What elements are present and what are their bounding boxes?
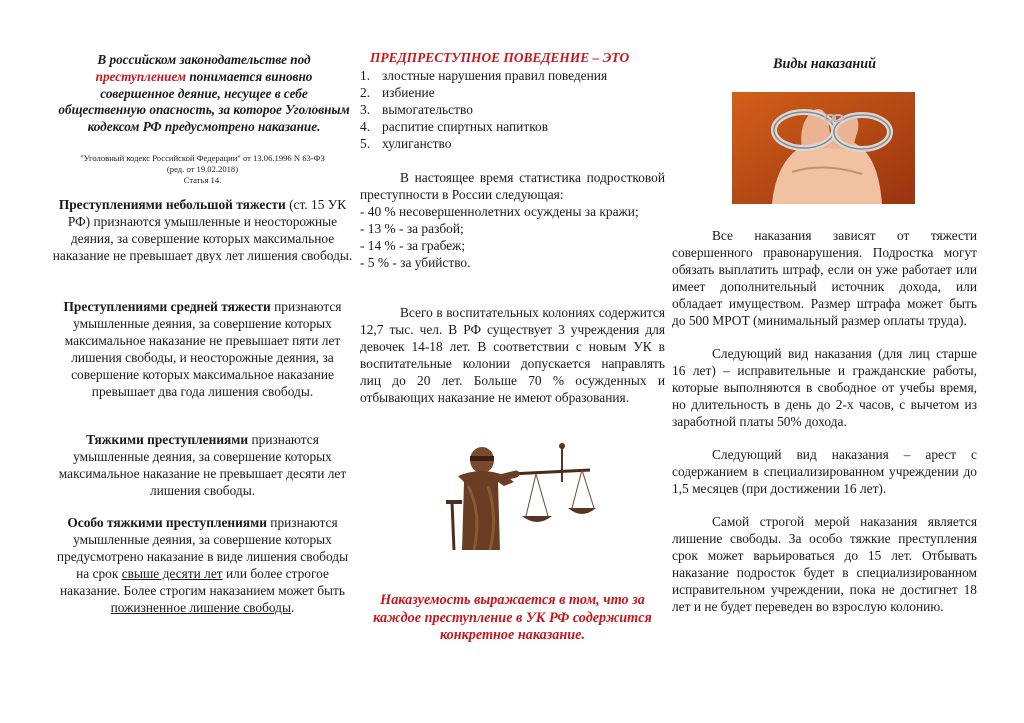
list-number: 5.	[360, 135, 371, 151]
list-item	[360, 68, 607, 85]
minor-crimes-term: Преступлениями небольшой тяжести	[58, 197, 286, 212]
column-definitions	[50, 0, 355, 723]
punishment-arrest-paragraph: Следующий вид наказания – арест с содержанием в специализированном учреждении до 1,5 месяцев (при достижении 16 лет).	[672, 447, 977, 496]
handcuffs-icon	[732, 92, 915, 204]
extreme-crimes-text-continued: или более строгое наказание. Более строгим наказанием может быть	[59, 565, 346, 598]
list-text: избиение	[382, 84, 435, 100]
list-number: 1.	[360, 68, 371, 83]
list-text: распитие спиртных напитков	[382, 118, 549, 134]
statistics-item: - 14 % - за грабеж;	[360, 237, 466, 253]
statistics-item: - 40 % несовершеннолетних осуждены за кражи;	[360, 203, 639, 219]
prebehavior-title: ПРЕДПРЕСТУПНОЕ ПОВЕДЕНИЕ – ЭТО	[370, 50, 630, 65]
list-item	[360, 119, 607, 136]
medium-crimes-paragraph	[50, 299, 355, 400]
punishment-labor-paragraph: Следующий вид наказания (для лиц старше 16 лет) – исправительные и гражданские работы, которые выполняются в свободное от учебы время, но длительность в день до 2-х часов, с вычетом из заработной платы 50% дохода.	[672, 346, 977, 429]
extreme-crimes-text: признаются умышленные деяния, за совершение которых предусмотрено наказание в виде лишения свободы на срок	[56, 515, 349, 581]
list-number: 3.	[360, 101, 371, 117]
prebehavior-list	[360, 68, 607, 153]
medium-crimes-text: признаются умышленные деяния, за совершение которых максимальное наказание не превышает пяти лет лишения свободы, и неосторожные деяния, за совершение которых максимальное наказание превышает два года лишения свободы.	[64, 299, 342, 399]
extreme-crimes-term: Особо тяжкими преступлениями	[67, 515, 267, 530]
punishability-summary: Наказуемость выражается в том, что за каждое преступление в УК РФ содержится конкретное наказание.	[373, 592, 652, 644]
source-line: "Уголовный кодекс Российской Федерации" от 13.06.1996 N 63-ФЗ	[80, 153, 325, 163]
list-text: хулиганство	[382, 135, 452, 151]
statistics-block	[360, 170, 665, 271]
legal-source	[50, 153, 355, 186]
punishment-fine-paragraph: Все наказания зависят от тяжести совершенного правонарушения. Подростка могут обязать выплатить штраф, если он уже работает или имеет дополнительный источник дохода, или обладает имуществом. Размер штрафа может быть до 500 МРОТ (минимальный размер оплаты труда).	[672, 228, 977, 328]
column-prebehavior	[360, 0, 665, 723]
statistics-item: - 5 % - за убийство.	[360, 254, 471, 270]
list-number: 2.	[360, 84, 371, 100]
statistics-item: - 13 % - за разбой;	[360, 220, 464, 236]
life-imprisonment: пожизненное лишение свободы	[110, 599, 291, 615]
list-text: вымогательство	[382, 101, 473, 117]
grave-crimes-text: признаются умышленные деяния, за совершение которых максимальное наказание не превышает десяти лет лишения свободы.	[58, 432, 347, 498]
source-edition: (ред. от 19.02.2018)	[166, 164, 239, 174]
punishments-title: Виды наказаний	[773, 56, 876, 72]
medium-crimes-term: Преступлениями средней тяжести	[63, 299, 271, 314]
grave-crimes-term: Тяжкими преступлениями	[86, 432, 249, 447]
punishment-imprisonment-paragraph: Самой строгой мерой наказания является лишение свободы. За особо тяжкие преступления срок может варьироваться до 15 лет. Отбывать наказание подросток будет в специализированном исправительном учреждении, пока не достигнет 18 лет и не будет переведен во взрослую колонию.	[672, 514, 977, 614]
list-item	[360, 102, 607, 119]
crime-definition	[58, 52, 350, 136]
sentence-end: .	[291, 599, 295, 615]
column-punishments	[672, 0, 977, 723]
statistics-intro: В настоящее время статистика подростковой преступности в России следующая:	[360, 170, 665, 202]
extreme-crimes-paragraph	[50, 515, 355, 616]
definition-highlight: преступлением	[95, 68, 187, 84]
minor-crimes-text: (ст. 15 УК РФ) признаются умышленные и неосторожные деяния, за совершение которых максимальное наказание не превышает двух лет лишения свободы.	[52, 197, 353, 263]
list-item	[360, 136, 607, 153]
definition-text-continued: понимается виновно совершенное деяние, несущее в себе общественную опасность, за которое Уголовным кодексом РФ предусмотрено наказание.	[58, 68, 350, 135]
extreme-crimes-term-length: свыше десяти лет	[121, 565, 223, 581]
list-text: злостные нарушения правил поведения	[382, 68, 608, 83]
minor-crimes-paragraph	[50, 197, 355, 265]
source-article: Статья 14.	[183, 175, 222, 185]
colonies-paragraph: Всего в воспитательных колониях содержится 12,7 тыс. чел. В РФ существует 3 учреждения для девочек 14-18 лет. В соответствии с новым УК в воспитательные колонии допускается направлять лиц до 20 лет. Больше 70 % осужденных и отбывающих наказание не имеют образования.	[360, 305, 665, 405]
definition-text: В российском законодательстве под	[97, 52, 311, 67]
themis-statue-icon	[444, 442, 596, 550]
grave-crimes-paragraph	[50, 432, 355, 500]
list-number: 4.	[360, 118, 371, 134]
list-item	[360, 85, 607, 102]
